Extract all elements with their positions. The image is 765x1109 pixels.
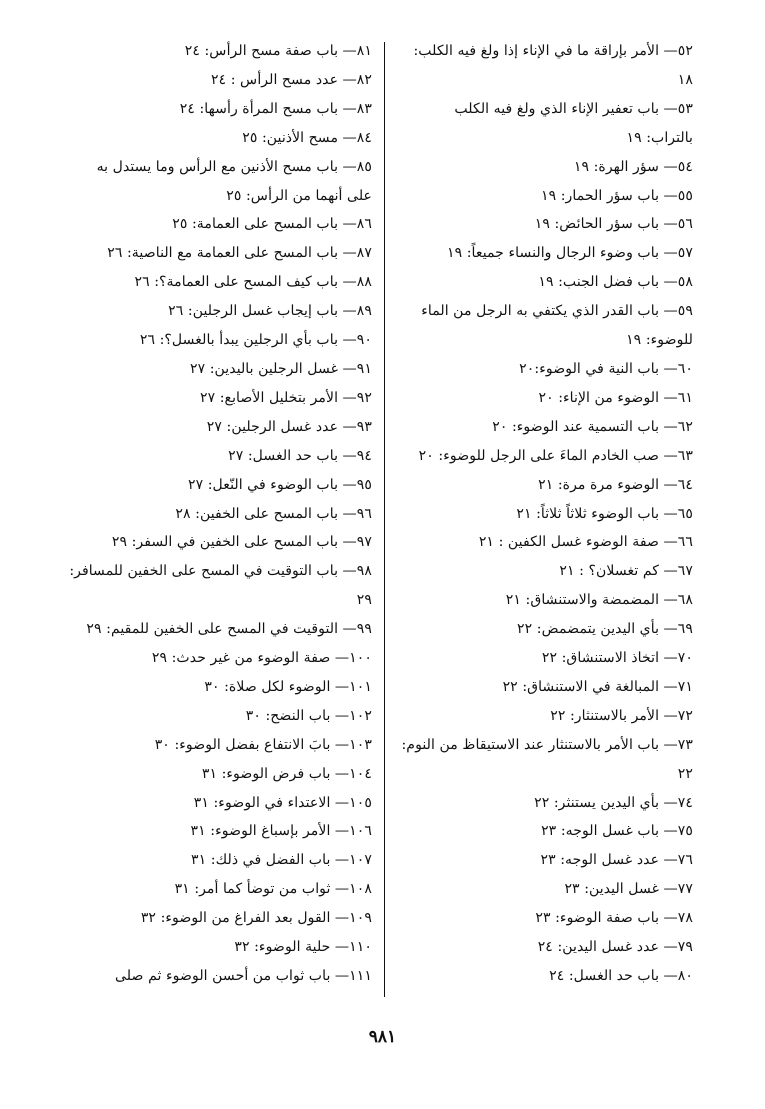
index-entry: ٨٩— باب إيجاب غسل الرجلين: ٢٦ <box>168 303 372 320</box>
index-entry: ٨١— باب صفة مسح الرأس: ٢٤ <box>184 43 372 59</box>
index-entry: ٧٩— عدد غسل اليدين: ٢٤ <box>537 939 693 956</box>
index-entry: ٨٧— باب المسح على العمامة مع الناصية: ٢٦ <box>107 245 372 262</box>
index-entry: ٥٥— باب سؤر الحمار: ١٩ <box>540 187 693 204</box>
index-entry: ٨٤— مسح الأذنين: ٢٥ <box>242 129 372 146</box>
index-entry: ٩٤— باب حد الغسل: ٢٧ <box>228 447 372 464</box>
index-entry: ١٠٧— باب الفضل في ذلك: ٣١ <box>191 852 372 869</box>
index-entry: بالتراب: ١٩ <box>626 129 693 146</box>
index-entry: ٧٧— غسل اليدين: ٢٣ <box>564 881 693 898</box>
index-entry: ٩٧— باب المسح على الخفين في السفر: ٢٩ <box>111 534 372 551</box>
index-entry: على أنهما من الرأس: ٢٥ <box>226 187 372 204</box>
index-entry: ٧٥— باب غسل الوجه: ٢٣ <box>541 823 693 840</box>
index-entry: ٨٣— باب مسح المرأة رأسها: ٢٤ <box>179 100 372 117</box>
index-entry: ٦٨— المضمضة والاستنشاق: ٢١ <box>505 592 693 609</box>
index-entry: ٦٠— باب النية في الوضوء:٢٠ <box>519 360 693 377</box>
index-entry: ٥٤— سؤر الهرة: ١٩ <box>573 158 693 175</box>
index-entry: ١٠٦— الأمر بإسباغ الوضوء: ٣١ <box>190 823 372 840</box>
index-entry: ٥٣— باب تعفير الإناء الذي ولغ فيه الكلب <box>454 100 693 117</box>
index-entry: ١٠١— الوضوء لكل صلاة: ٣٠ <box>204 678 372 695</box>
column-divider <box>384 42 385 997</box>
index-entry: ٥٧— باب وضوء الرجال والنساء جميعاً: ١٩ <box>446 245 693 262</box>
index-entry: ١١٠— حلية الوضوء: ٣٢ <box>234 939 372 956</box>
index-entry: ٦٢— باب التسمية عند الوضوء: ٢٠ <box>492 418 693 435</box>
index-entry: ٦١— الوضوء من الإناء: ٢٠ <box>538 389 693 406</box>
index-entry: ٩٨— باب التوقيت في المسح على الخفين للمسافر: <box>69 563 372 580</box>
index-entry: ٩٥— باب الوضوء في النّعل: ٢٧ <box>187 476 372 493</box>
index-entry: ١٠٩— القول بعد الفراغ من الوضوء: ٣٢ <box>140 910 372 927</box>
index-column-right <box>393 37 693 991</box>
index-entry: للوضوء: ١٩ <box>626 332 693 349</box>
index-column-left <box>70 37 372 991</box>
index-entry: ٩١— غسل الرجلين باليدين: ٢٧ <box>189 360 372 377</box>
index-entry: ٥٦— باب سؤر الحائض: ١٩ <box>534 216 693 233</box>
index-entry: ١٠٠— صفة الوضوء من غير حدث: ٢٩ <box>151 650 372 667</box>
index-entry: ٨٦— باب المسح على العمامة: ٢٥ <box>172 216 372 233</box>
index-entry: ٧٨— باب صفة الوضوء: ٢٣ <box>535 910 693 927</box>
index-entry: ٨٨— باب كيف المسح على العمامة؟: ٢٦ <box>134 274 372 291</box>
index-entry: ٥٩— باب القدر الذي يكتفي به الرجل من الماء <box>421 303 693 320</box>
index-entry: ٩٠— باب بأي الرجلين يبدأ بالغسل؟: ٢٦ <box>139 332 372 349</box>
index-entry: ١٠٨— ثواب من توضأ كما أمر: ٣١ <box>174 881 372 898</box>
index-entry: ٥٢— الأمر بإراقة ما في الإناء إذا ولغ فيه الكلب: <box>413 43 693 59</box>
index-entry: ٨٠— باب حد الغسل: ٢٤ <box>549 968 693 984</box>
index-entry: ١١١— باب ثواب من أحسن الوضوء ثم صلى <box>114 968 372 984</box>
index-entry: ٩٦— باب المسح على الخفين: ٢٨ <box>175 505 372 522</box>
index-entry: ٥٨— باب فضل الجنب: ١٩ <box>538 274 693 291</box>
index-entry: ٧٢— الأمر بالاستنثار: ٢٢ <box>550 707 693 724</box>
page-number: ٩٨١ <box>368 1027 397 1047</box>
index-entry: ٦٩— بأي اليدين يتمضمض: ٢٢ <box>517 621 693 638</box>
index-entry: ٩٢— الأمر بتخليل الأصابع: ٢٧ <box>200 389 372 406</box>
index-entry: ١٠٢— باب النضح: ٣٠ <box>245 707 372 724</box>
index-entry: ٧٤— بأي اليدين يستنثر: ٢٢ <box>534 794 693 811</box>
index-entry: ٢٢ <box>677 765 693 782</box>
index-entry: ١٠٥— الاعتداء في الوضوء: ٣١ <box>193 794 372 811</box>
index-entry: ٦٤— الوضوء مرة مرة: ٢١ <box>538 476 693 493</box>
index-entry: ٦٣— صب الخادم الماءَ على الرجل للوضوء: ٢٠ <box>418 447 693 464</box>
index-entry: ٨٥— باب مسح الأذنين مع الرأس وما يستدل به <box>96 158 372 175</box>
index-entry: ٧٦— عدد غسل الوجه: ٢٣ <box>540 852 693 869</box>
index-entry: ٧١— المبالغة في الاستنشاق: ٢٢ <box>502 678 693 695</box>
index-entry: ٢٩ <box>356 592 372 609</box>
index-entry: ٦٦— صفة الوضوء غسل الكفين : ٢١ <box>478 534 693 551</box>
index-entry: ١٨ <box>677 71 693 88</box>
index-entry: ١٠٤— باب فرض الوضوء: ٣١ <box>201 765 372 782</box>
index-entry: ٦٧— كم تغسلان؟ : ٢١ <box>559 563 693 580</box>
index-entry: ٩٩— التوقيت في المسح على الخفين للمقيم: ٢٩ <box>86 621 372 638</box>
index-entry: ٧٣— باب الأمر بالاستنثار عند الاستيقاظ من النوم: <box>401 736 693 753</box>
index-entry: ٦٥— باب الوضوء ثلاثاً ثلاثاً: ٢١ <box>516 505 693 522</box>
index-entry: ٧٠— اتخاذ الاستنشاق: ٢٢ <box>541 650 693 667</box>
index-entry: ٨٢— عدد مسح الرأس : ٢٤ <box>210 71 372 88</box>
index-entry: ١٠٣— بابَ الانتفاع بفضل الوضوء: ٣٠ <box>154 736 372 753</box>
index-entry: ٩٣— عدد غسل الرجلين: ٢٧ <box>206 418 372 435</box>
